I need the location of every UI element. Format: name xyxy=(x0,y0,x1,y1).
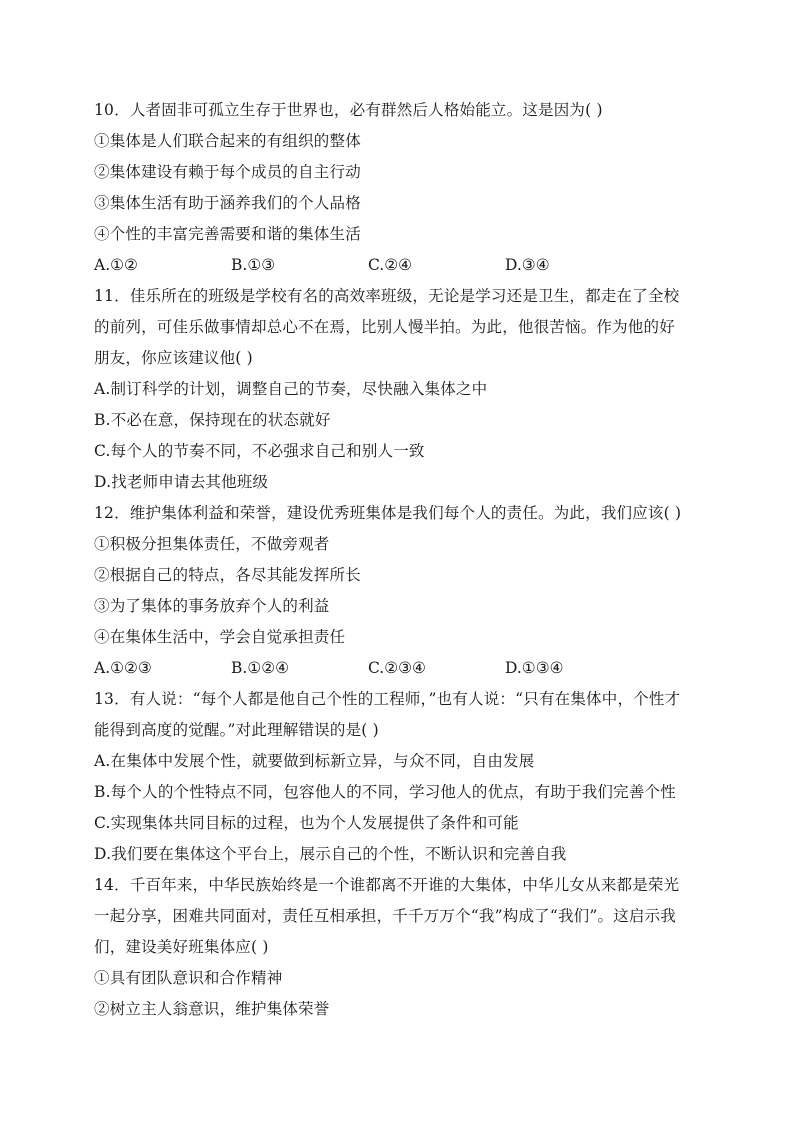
question-stem: 11．佳乐所在的班级是学校有名的高效率班级，无论是学习还是卫生，都走在了全校 xyxy=(94,287,680,305)
option-a: A.①② xyxy=(94,256,138,274)
option-b: B.①②④ xyxy=(231,659,290,677)
option-b: B.①③ xyxy=(231,256,276,274)
statement-item: ②树立主人翁意识，维护集体荣誉 xyxy=(94,1000,330,1018)
option-a: A.制订科学的计划，调整自己的节奏，尽快融入集体之中 xyxy=(94,380,488,398)
statement-item: ②根据自己的特点，各尽其能发挥所长 xyxy=(94,566,361,584)
question-stem: 的前列，可佳乐做事情却总心不在焉，比别人慢半拍。为此，他很苦恼。作为他的好 xyxy=(94,318,675,336)
question-stem: 13．有人说：“每个人都是他自己个性的工程师，”也有人说：“只有在集体中，个性才 xyxy=(94,690,681,708)
option-a: A.在集体中发展个性，就要做到标新立异，与众不同，自由发展 xyxy=(94,752,535,770)
question-10 xyxy=(94,95,704,281)
answer-options xyxy=(94,653,704,684)
question-14 xyxy=(94,870,704,1025)
question-11 xyxy=(94,281,704,498)
statement-item: ②集体建设有赖于每个成员的自主行动 xyxy=(94,163,361,181)
question-stem: 能得到高度的觉醒。”对此理解错误的是( ) xyxy=(94,721,379,739)
statement-item: ①集体是人们联合起来的有组织的整体 xyxy=(94,132,361,150)
question-stem: 12．维护集体利益和荣誉，建设优秀班集体是我们每个人的责任。为此，我们应该( ) xyxy=(94,504,682,522)
statement-item: ③为了集体的事务放弃个人的利益 xyxy=(94,597,330,615)
option-d: D.找老师申请去其他班级 xyxy=(94,473,269,491)
exam-page xyxy=(94,95,704,1025)
option-c: C.实现集体共同目标的过程，也为个人发展提供了条件和可能 xyxy=(94,814,519,832)
option-a: A.①②③ xyxy=(94,659,152,677)
statement-item: ①积极分担集体责任，不做旁观者 xyxy=(94,535,330,553)
option-d: D.①③④ xyxy=(505,659,564,677)
question-stem: 14．千百年来，中华民族始终是一个谁都离不开谁的大集体，中华儿女从来都是荣光 xyxy=(94,876,680,894)
question-stem: 们，建设美好班集体应( ) xyxy=(94,938,269,956)
question-stem: 10．人者固非可孤立生存于世界也，必有群然后人格始能立。这是因为( ) xyxy=(94,101,603,119)
statement-item: ④在集体生活中，学会自觉承担责任 xyxy=(94,628,346,646)
option-b: B.不必在意，保持现在的状态就好 xyxy=(94,411,331,429)
statement-item: ④个性的丰富完善需要和谐的集体生活 xyxy=(94,225,361,243)
option-b: B.每个人的个性特点不同，包容他人的不同，学习他人的优点，有助于我们完善个性 xyxy=(94,783,676,801)
question-12 xyxy=(94,498,704,684)
question-stem: 一起分享，困难共同面对，责任互相承担，千千万万个“我”构成了“我们”。这启示我 xyxy=(94,907,676,925)
option-c: C.每个人的节奏不同，不必强求自己和别人一致 xyxy=(94,442,425,460)
option-c: C.②③④ xyxy=(368,659,426,677)
question-13 xyxy=(94,684,704,870)
statement-item: ③集体生活有助于涵养我们的个人品格 xyxy=(94,194,361,212)
question-stem: 朋友，你应该建议他( ) xyxy=(94,349,253,367)
option-c: C.②④ xyxy=(368,256,413,274)
answer-options xyxy=(94,250,704,281)
statement-item: ①具有团队意识和合作精神 xyxy=(94,969,283,987)
option-d: D.③④ xyxy=(505,256,550,274)
option-d: D.我们要在集体这个平台上，展示自己的个性，不断认识和完善自我 xyxy=(94,845,567,863)
